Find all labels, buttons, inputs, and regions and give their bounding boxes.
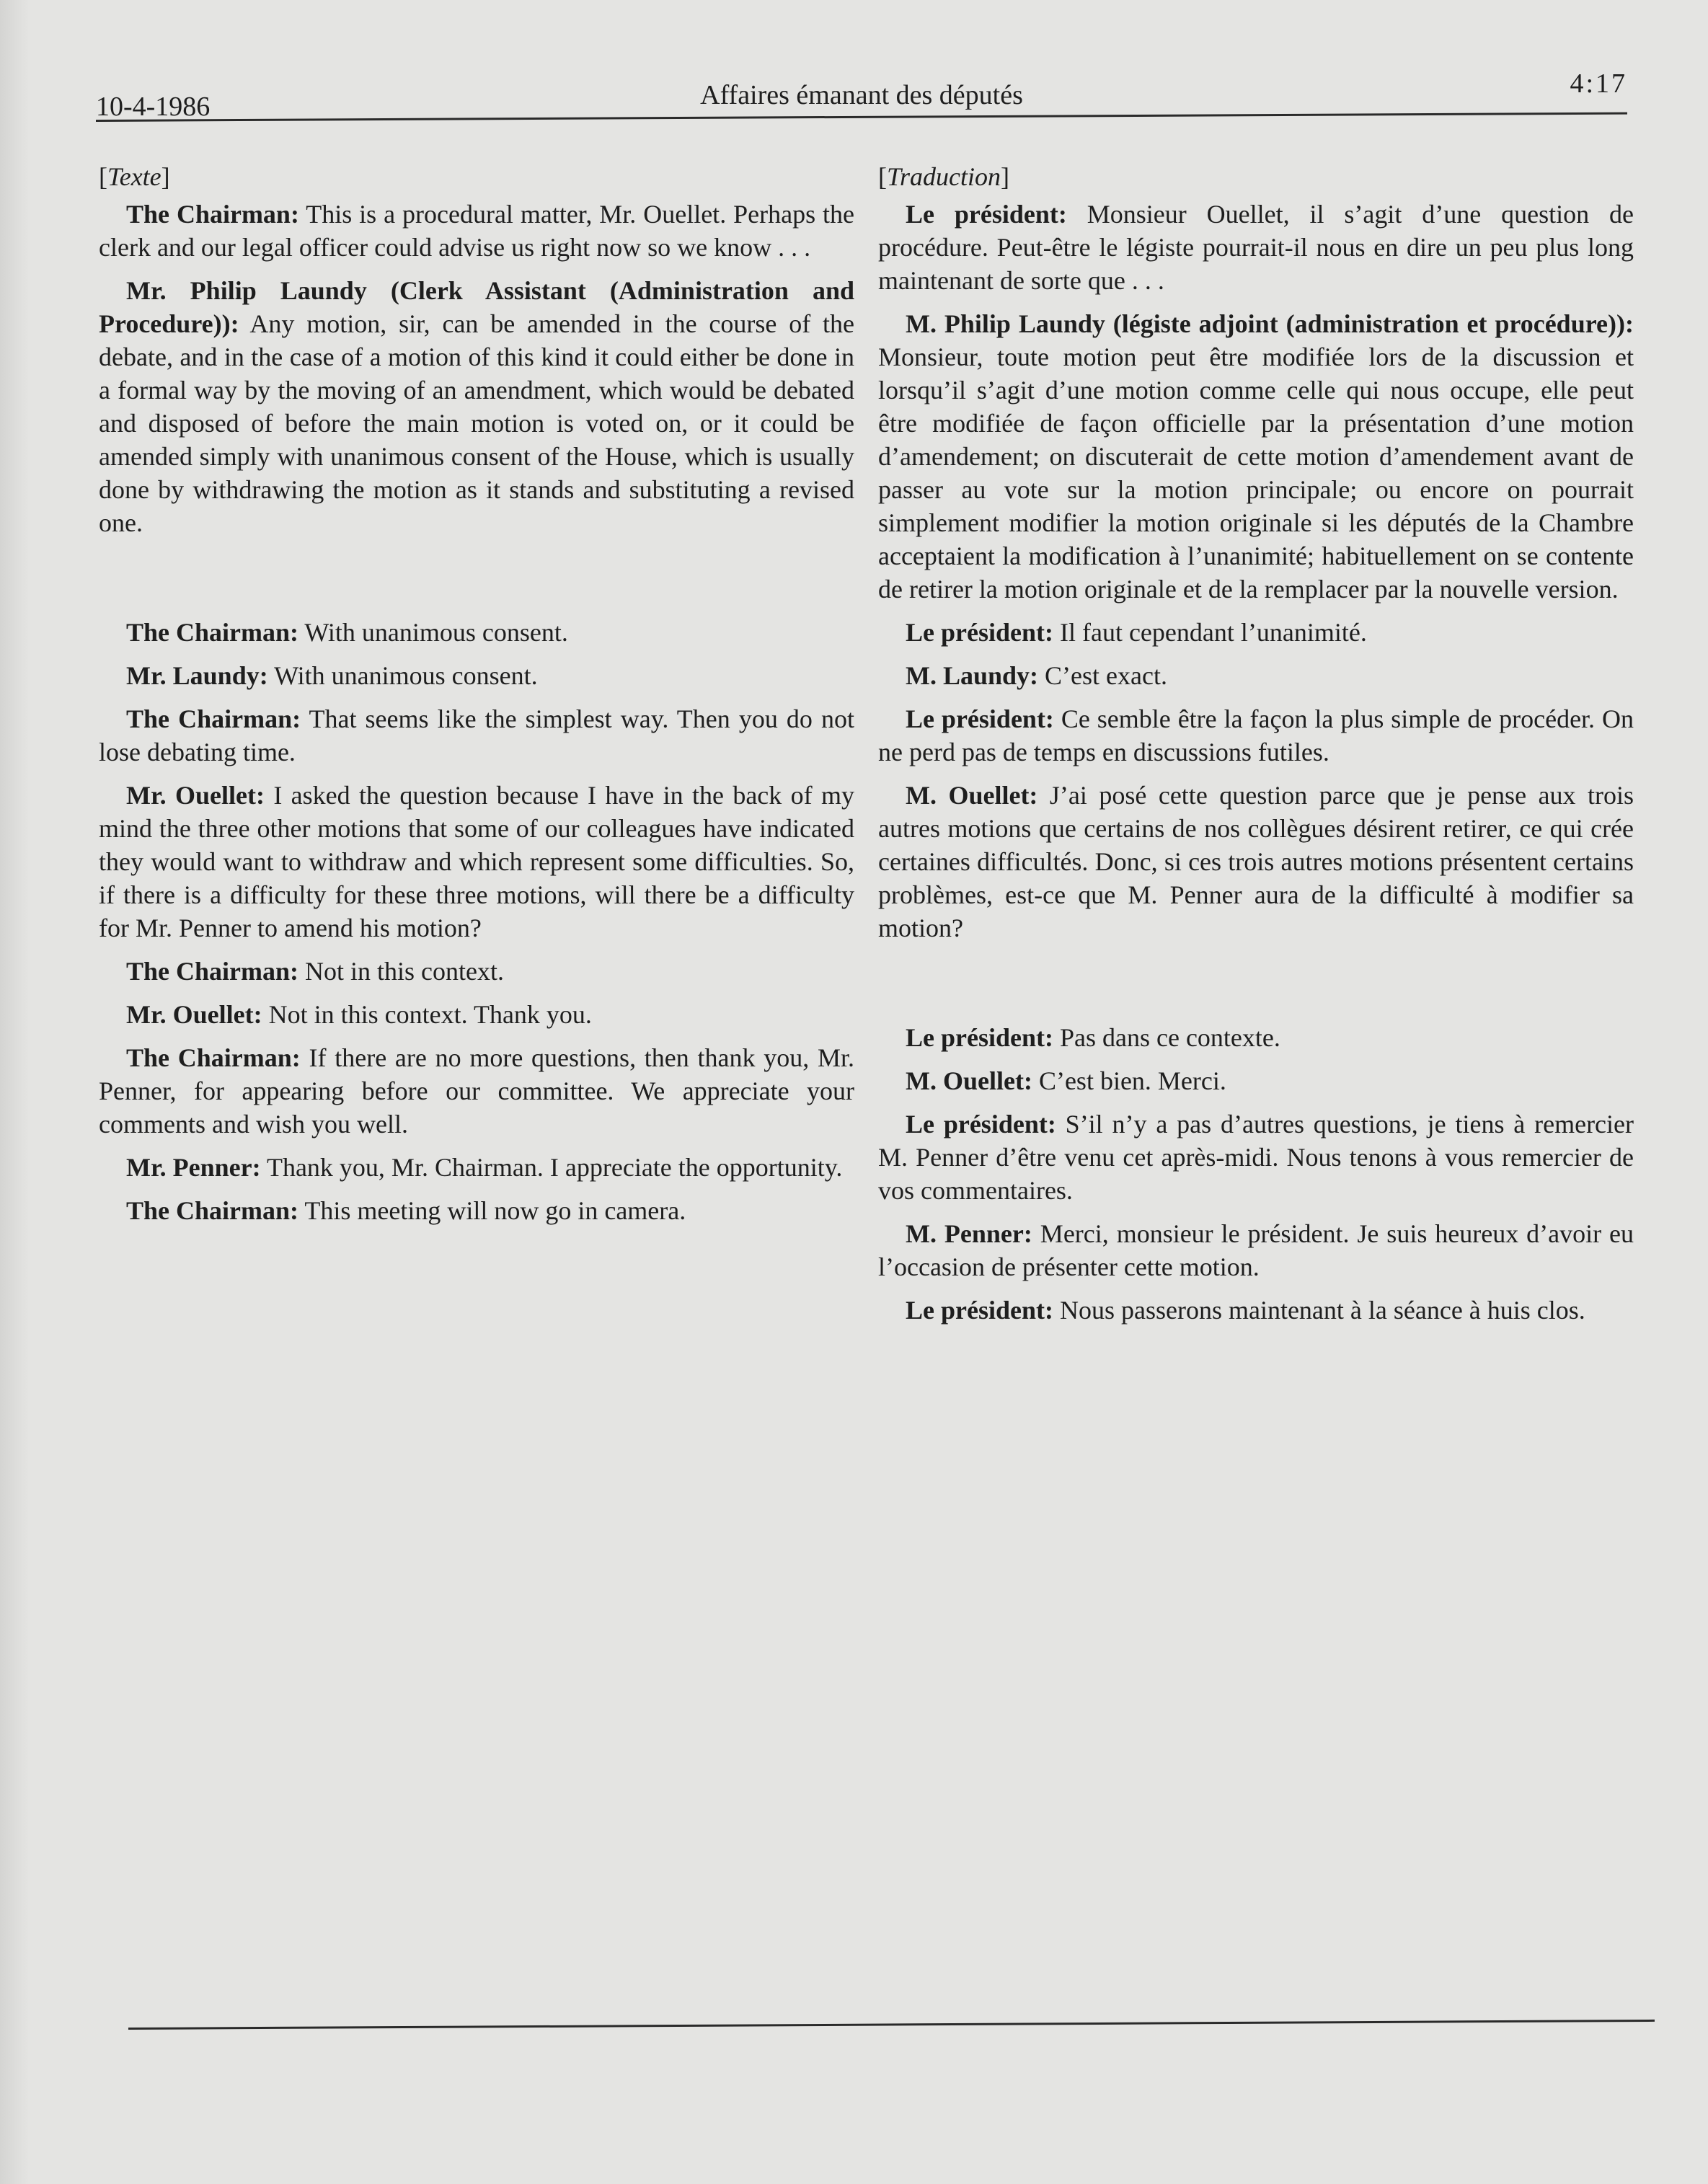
- dialogue-paragraph: M. Philip Laundy (légiste adjoint (administration et procédure)): Monsieur, toute motion peut être modifiée lors de la discussion et lorsqu’il s’agit d’une motion comme celle qui nous occupe, elle peut être modifiée de façon officielle par la présentation d’une motion d’amendement; on discuterait de cette motion d’amendement avant de passer au vote sur la motion principale; ou encore on pourrait simplement modifier la motion originale si les députés de la Chambre acceptaient la modification à l’unanimité; habituellement on se contente de retirer la motion originale et de la remplacer par la nouvelle version.: [878, 309, 1634, 604]
- dialogue-paragraph: The Chairman: If there are no more questions, then thank you, Mr. Penner, for appearing before our committee. We appreciate your comments and wish you well.: [99, 1043, 855, 1139]
- column-gap: [878, 955, 1634, 1021]
- page-edge-shadow: [0, 0, 29, 2184]
- header-title: Affaires émanant des députés: [700, 80, 1023, 110]
- page-number: 4:17: [1570, 68, 1627, 99]
- dialogue-paragraph: Mr. Philip Laundy (Clerk Assistant (Administration and Procedure)): Any motion, sir, can be amended in the course of the debate, and in the case of a motion of this kind it could either be done in a formal way by the moving of an amendment, which would be debated and disposed of before the main motion is voted on, or it could be amended simply with unanimous consent of the House, which is usually done by withdrawing the motion as it stands and substituting a revised one.: [99, 276, 854, 537]
- dialogue-paragraph: M. Ouellet: J’ai posé cette question parce que je pense aux trois autres motions que certains de nos collègues désirent retirer, ce qui crée certaines difficultés. Donc, si ces trois autres motions présentent certains problèmes, est-ce que M. Penner aura de la difficulté à modifier sa motion?: [878, 781, 1634, 942]
- dialogue-paragraph: The Chairman: This meeting will now go in camera.: [126, 1196, 686, 1225]
- dialogue-paragraph: Mr. Penner: Thank you, Mr. Chairman. I appreciate the opportunity.: [126, 1153, 843, 1182]
- dialogue-paragraph: Le président: Pas dans ce contexte.: [906, 1023, 1280, 1052]
- header-date: 10-4-1986: [96, 92, 211, 122]
- dialogue-paragraph: The Chairman: This is a procedural matter, Mr. Ouellet. Perhaps the clerk and our legal officer could advise us right now so we know . . .: [99, 200, 855, 262]
- dialogue-paragraph: The Chairman: Not in this context.: [126, 957, 504, 986]
- dialogue-paragraph: Le président: Monsieur Ouellet, il s’agit d’une question de procédure. Peut-être le légiste pourrait-il nous en dire un peu plus long maintenant de sorte que . . .: [878, 200, 1634, 295]
- section-label-texte: [Texte]: [99, 162, 170, 191]
- dialogue-paragraph: M. Laundy: C’est exact.: [906, 661, 1167, 690]
- column-gap: [99, 549, 854, 616]
- dialogue-paragraph: Le président: Nous passerons maintenant à la séance à huis clos.: [906, 1296, 1585, 1325]
- dialogue-paragraph: Le président: Ce semble être la façon la plus simple de procéder. On ne perd pas de temps en discussions futiles.: [878, 704, 1634, 766]
- dialogue-paragraph: The Chairman: That seems like the simplest way. Then you do not lose debating time.: [99, 704, 854, 766]
- dialogue-paragraph: Mr. Ouellet: Not in this context. Thank you.: [126, 1000, 592, 1029]
- dialogue-paragraph: The Chairman: With unanimous consent.: [126, 618, 568, 647]
- dialogue-paragraph: M. Ouellet: C’est bien. Merci.: [906, 1066, 1226, 1095]
- french-column: [878, 160, 1634, 1337]
- dialogue-paragraph: Mr. Ouellet: I asked the question because I have in the back of my mind the three other motions that some of our colleagues have indicated they would want to withdraw and which represent some difficulties. So, if there is a difficulty for these three motions, will there be a difficulty for Mr. Penner to amend his motion?: [99, 781, 854, 942]
- dialogue-paragraph: Le président: Il faut cependant l’unanimité.: [906, 618, 1367, 647]
- section-label-traduction: [Traduction]: [878, 162, 1010, 191]
- footer-rule: [128, 2020, 1655, 2030]
- dialogue-paragraph: M. Penner: Merci, monsieur le président. Je suis heureux d’avoir eu l’occasion de présenter cette motion.: [878, 1219, 1634, 1281]
- english-column: [99, 160, 854, 1237]
- dialogue-paragraph: Le président: S’il n’y a pas d’autres questions, je tiens à remercier M. Penner d’être venu cet après-midi. Nous tenons à vous remercier de vos commentaires.: [878, 1110, 1634, 1205]
- dialogue-paragraph: Mr. Laundy: With unanimous consent.: [126, 661, 538, 690]
